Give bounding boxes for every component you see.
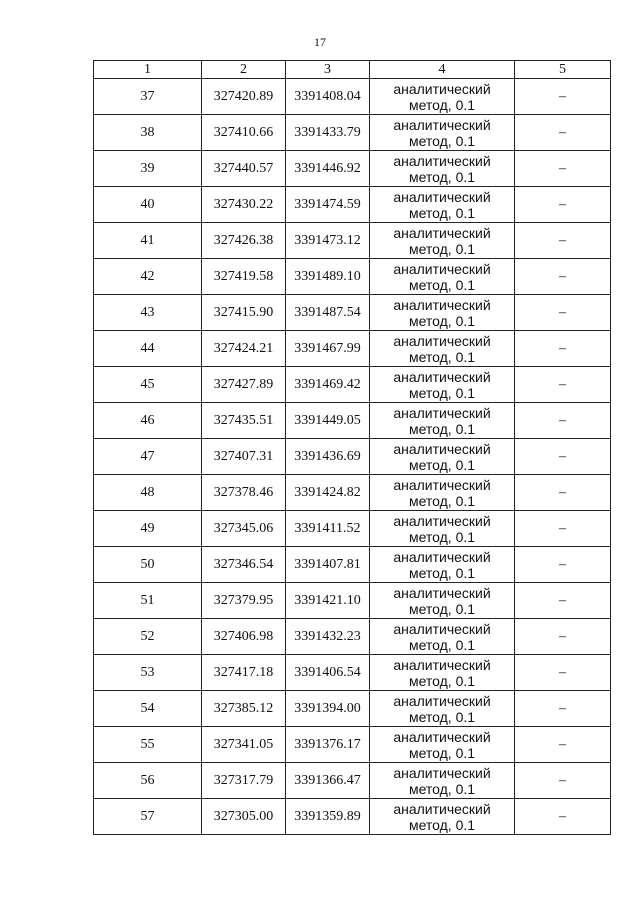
column-header-1: 1 — [94, 61, 202, 79]
method-cell — [370, 223, 515, 259]
coordinates-table — [93, 60, 611, 835]
x-coordinate-cell: 327410.66 — [202, 115, 286, 151]
point-number-cell: 47 — [94, 439, 202, 475]
column-header-2: 2 — [202, 61, 286, 79]
method-line-2: метод, 0.1 — [408, 168, 476, 185]
method-line-1: аналитический — [393, 80, 491, 97]
x-coordinate-cell: 327415.90 — [202, 295, 286, 331]
x-coordinate-cell: 327427.89 — [202, 367, 286, 403]
point-number-cell: 54 — [94, 691, 202, 727]
note-cell: – — [515, 511, 611, 547]
point-number-cell: 56 — [94, 763, 202, 799]
note-cell: – — [515, 115, 611, 151]
point-number-cell: 37 — [94, 79, 202, 115]
method-line-1: аналитический — [393, 620, 491, 637]
y-coordinate-cell: 3391449.05 — [286, 403, 370, 439]
y-coordinate-cell: 3391432.23 — [286, 619, 370, 655]
point-number-cell: 43 — [94, 295, 202, 331]
method-line-2: метод, 0.1 — [408, 276, 476, 293]
point-number-cell: 45 — [94, 367, 202, 403]
y-coordinate-cell: 3391489.10 — [286, 259, 370, 295]
method-cell — [370, 763, 515, 799]
y-coordinate-cell: 3391376.17 — [286, 727, 370, 763]
table-row — [94, 583, 611, 619]
method-cell — [370, 259, 515, 295]
y-coordinate-cell: 3391467.99 — [286, 331, 370, 367]
table-row — [94, 691, 611, 727]
x-coordinate-cell: 327379.95 — [202, 583, 286, 619]
method-line-1: аналитический — [393, 476, 491, 493]
method-line-2: метод, 0.1 — [408, 312, 476, 329]
x-coordinate-cell: 327435.51 — [202, 403, 286, 439]
method-line-1: аналитический — [393, 692, 491, 709]
point-number-cell: 52 — [94, 619, 202, 655]
point-number-cell: 53 — [94, 655, 202, 691]
method-cell — [370, 583, 515, 619]
method-line-2: метод, 0.1 — [408, 240, 476, 257]
method-line-2: метод, 0.1 — [408, 492, 476, 509]
point-number-cell: 41 — [94, 223, 202, 259]
x-coordinate-cell: 327385.12 — [202, 691, 286, 727]
y-coordinate-cell: 3391407.81 — [286, 547, 370, 583]
table-row — [94, 655, 611, 691]
y-coordinate-cell: 3391394.00 — [286, 691, 370, 727]
method-line-2: метод, 0.1 — [408, 672, 476, 689]
x-coordinate-cell: 327426.38 — [202, 223, 286, 259]
table-row — [94, 475, 611, 511]
method-line-1: аналитический — [393, 368, 491, 385]
table-row — [94, 295, 611, 331]
method-line-1: аналитический — [393, 800, 491, 817]
point-number-cell: 39 — [94, 151, 202, 187]
method-line-2: метод, 0.1 — [408, 456, 476, 473]
method-cell — [370, 403, 515, 439]
page-number: 17 — [314, 35, 326, 49]
method-line-2: метод, 0.1 — [408, 420, 476, 437]
point-number-cell: 55 — [94, 727, 202, 763]
table-row — [94, 763, 611, 799]
x-coordinate-cell: 327406.98 — [202, 619, 286, 655]
method-line-2: метод, 0.1 — [408, 348, 476, 365]
method-cell — [370, 439, 515, 475]
method-cell — [370, 619, 515, 655]
table-header-row — [94, 61, 611, 79]
method-line-1: аналитический — [393, 188, 491, 205]
note-cell: – — [515, 583, 611, 619]
note-cell: – — [515, 763, 611, 799]
method-line-1: аналитический — [393, 404, 491, 421]
note-cell: – — [515, 331, 611, 367]
table-row — [94, 259, 611, 295]
point-number-cell: 44 — [94, 331, 202, 367]
y-coordinate-cell: 3391408.04 — [286, 79, 370, 115]
x-coordinate-cell: 327424.21 — [202, 331, 286, 367]
method-line-2: метод, 0.1 — [408, 780, 476, 797]
method-line-1: аналитический — [393, 764, 491, 781]
y-coordinate-cell: 3391424.82 — [286, 475, 370, 511]
method-cell — [370, 115, 515, 151]
method-cell — [370, 331, 515, 367]
x-coordinate-cell: 327417.18 — [202, 655, 286, 691]
note-cell: – — [515, 691, 611, 727]
column-header-3: 3 — [286, 61, 370, 79]
table-row — [94, 511, 611, 547]
x-coordinate-cell: 327407.31 — [202, 439, 286, 475]
note-cell: – — [515, 367, 611, 403]
point-number-cell: 42 — [94, 259, 202, 295]
y-coordinate-cell: 3391421.10 — [286, 583, 370, 619]
note-cell: – — [515, 655, 611, 691]
table-row — [94, 619, 611, 655]
note-cell: – — [515, 151, 611, 187]
column-header-5: 5 — [515, 61, 611, 79]
method-cell — [370, 691, 515, 727]
method-cell — [370, 799, 515, 835]
method-line-1: аналитический — [393, 656, 491, 673]
method-cell — [370, 547, 515, 583]
note-cell: – — [515, 799, 611, 835]
method-cell — [370, 511, 515, 547]
y-coordinate-cell: 3391366.47 — [286, 763, 370, 799]
note-cell: – — [515, 619, 611, 655]
table-row — [94, 547, 611, 583]
method-line-2: метод, 0.1 — [408, 204, 476, 221]
note-cell: – — [515, 475, 611, 511]
x-coordinate-cell: 327420.89 — [202, 79, 286, 115]
y-coordinate-cell: 3391406.54 — [286, 655, 370, 691]
y-coordinate-cell: 3391436.69 — [286, 439, 370, 475]
x-coordinate-cell: 327430.22 — [202, 187, 286, 223]
method-line-1: аналитический — [393, 728, 491, 745]
x-coordinate-cell: 327305.00 — [202, 799, 286, 835]
column-header-4: 4 — [370, 61, 515, 79]
table-row — [94, 403, 611, 439]
method-cell — [370, 187, 515, 223]
table-row — [94, 223, 611, 259]
method-cell — [370, 367, 515, 403]
method-line-1: аналитический — [393, 224, 491, 241]
table-row — [94, 439, 611, 475]
method-line-1: аналитический — [393, 152, 491, 169]
y-coordinate-cell: 3391433.79 — [286, 115, 370, 151]
note-cell: – — [515, 187, 611, 223]
point-number-cell: 48 — [94, 475, 202, 511]
x-coordinate-cell: 327346.54 — [202, 547, 286, 583]
table-row — [94, 799, 611, 835]
method-cell — [370, 727, 515, 763]
table-body — [94, 79, 611, 835]
method-line-2: метод, 0.1 — [408, 384, 476, 401]
x-coordinate-cell: 327419.58 — [202, 259, 286, 295]
method-cell — [370, 151, 515, 187]
y-coordinate-cell: 3391446.92 — [286, 151, 370, 187]
method-line-2: метод, 0.1 — [408, 816, 476, 833]
method-line-2: метод, 0.1 — [408, 132, 476, 149]
method-line-1: аналитический — [393, 584, 491, 601]
note-cell: – — [515, 403, 611, 439]
method-line-2: метод, 0.1 — [408, 564, 476, 581]
point-number-cell: 40 — [94, 187, 202, 223]
y-coordinate-cell: 3391411.52 — [286, 511, 370, 547]
method-line-1: аналитический — [393, 296, 491, 313]
table-row — [94, 331, 611, 367]
x-coordinate-cell: 327341.05 — [202, 727, 286, 763]
y-coordinate-cell: 3391469.42 — [286, 367, 370, 403]
table-row — [94, 187, 611, 223]
x-coordinate-cell: 327378.46 — [202, 475, 286, 511]
y-coordinate-cell: 3391487.54 — [286, 295, 370, 331]
method-cell — [370, 475, 515, 511]
method-line-2: метод, 0.1 — [408, 528, 476, 545]
table-row — [94, 115, 611, 151]
y-coordinate-cell: 3391359.89 — [286, 799, 370, 835]
method-cell — [370, 79, 515, 115]
method-line-1: аналитический — [393, 512, 491, 529]
y-coordinate-cell: 3391474.59 — [286, 187, 370, 223]
note-cell: – — [515, 547, 611, 583]
method-line-2: метод, 0.1 — [408, 600, 476, 617]
y-coordinate-cell: 3391473.12 — [286, 223, 370, 259]
note-cell: – — [515, 727, 611, 763]
method-line-2: метод, 0.1 — [408, 636, 476, 653]
x-coordinate-cell: 327345.06 — [202, 511, 286, 547]
x-coordinate-cell: 327317.79 — [202, 763, 286, 799]
method-line-2: метод, 0.1 — [408, 708, 476, 725]
x-coordinate-cell: 327440.57 — [202, 151, 286, 187]
note-cell: – — [515, 259, 611, 295]
method-line-1: аналитический — [393, 260, 491, 277]
method-line-1: аналитический — [393, 548, 491, 565]
method-line-2: метод, 0.1 — [408, 744, 476, 761]
point-number-cell: 51 — [94, 583, 202, 619]
method-cell — [370, 655, 515, 691]
note-cell: – — [515, 223, 611, 259]
method-line-1: аналитический — [393, 440, 491, 457]
method-line-1: аналитический — [393, 116, 491, 133]
note-cell: – — [515, 79, 611, 115]
note-cell: – — [515, 439, 611, 475]
method-line-2: метод, 0.1 — [408, 96, 476, 113]
note-cell: – — [515, 295, 611, 331]
point-number-cell: 50 — [94, 547, 202, 583]
point-number-cell: 38 — [94, 115, 202, 151]
table-row — [94, 151, 611, 187]
point-number-cell: 46 — [94, 403, 202, 439]
table-row — [94, 367, 611, 403]
table-row — [94, 79, 611, 115]
table-row — [94, 727, 611, 763]
point-number-cell: 57 — [94, 799, 202, 835]
point-number-cell: 49 — [94, 511, 202, 547]
method-cell — [370, 295, 515, 331]
method-line-1: аналитический — [393, 332, 491, 349]
